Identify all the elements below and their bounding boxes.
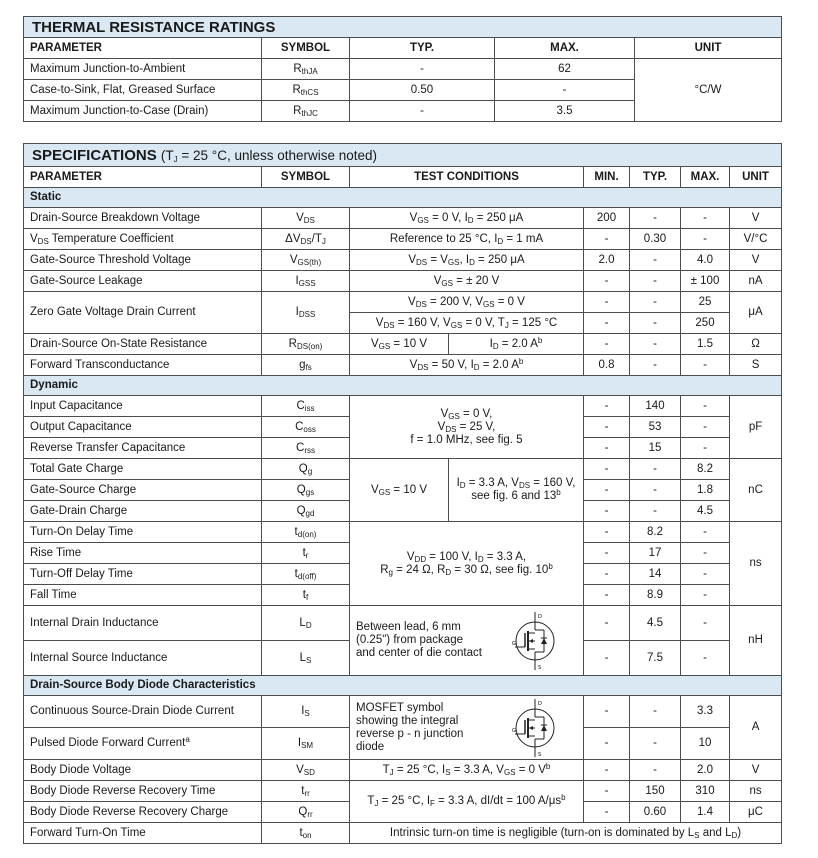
symbol-cell: $C_{oss}$ [262,417,350,438]
symbol-cell: $t_{d(on)}$ [262,522,350,543]
max-cell: - [681,396,730,417]
min-cell: - [584,696,630,728]
param-cell: Continuous Source-Drain Diode Current [24,696,262,728]
param-cell: Drain-Source Breakdown Voltage [24,208,262,229]
table-row [24,522,782,543]
unit-cell: °C/W [635,59,782,122]
conditions-cell: $V_{GS} = 10$ V [350,459,449,522]
symbol-cell: $I_S$ [262,696,350,728]
max-cell: - [681,438,730,459]
symbol-cell: $R_{thJA}$ [262,59,350,80]
typ-cell: - [630,313,681,334]
param-cell: Body Diode Reverse Recovery Time [24,781,262,802]
unit-cell: V [730,250,782,271]
typ-cell: 53 [630,417,681,438]
symbol-cell: $V_{SD}$ [262,760,350,781]
header-conditions: TEST CONDITIONS [350,167,584,188]
min-cell: - [584,728,630,760]
min-cell: - [584,292,630,313]
svg-text:G: G [512,640,516,647]
max-cell: 2.0 [681,760,730,781]
svg-text:S: S [538,664,542,671]
min-cell: - [584,438,630,459]
param-cell: Drain-Source On-State Resistance [24,334,262,355]
unit-cell: nH [730,606,782,676]
unit-cell: Ω [730,334,782,355]
typ-cell: 150 [630,781,681,802]
svg-text:G: G [512,727,516,734]
symbol-cell: $t_{d(off)}$ [262,564,350,585]
param-cell: Maximum Junction-to-Case (Drain) [24,101,262,122]
symbol-cell: $I_{DSS}$ [262,292,350,334]
unit-cell: A [730,696,782,760]
min-cell: - [584,543,630,564]
thermal-resistance-table [23,16,782,122]
header-unit: UNIT [635,38,782,59]
unit-cell: V [730,760,782,781]
min-cell: - [584,606,630,641]
unit-cell: ns [730,522,782,606]
max-cell: ± 100 [681,271,730,292]
max-cell: 3.5 [495,101,635,122]
table-row [24,59,782,80]
min-cell: - [584,334,630,355]
symbol-cell: $I_{GSS}$ [262,271,350,292]
param-cell: Internal Source Inductance [24,641,262,676]
symbol-cell: $R_{thCS}$ [262,80,350,101]
min-cell: - [584,313,630,334]
typ-cell: 140 [630,396,681,417]
min-cell: - [584,641,630,676]
unit-cell: nC [730,459,782,522]
param-cell: Pulsed Diode Forward Current$^a$ [24,728,262,760]
unit-cell: nA [730,271,782,292]
table-row [24,760,782,781]
typ-cell: - [630,696,681,728]
inductance-conditions-text: Between lead, 6 mm (0.25") from package and center of die contact [356,621,482,659]
max-cell: 1.5 [681,334,730,355]
symbol-cell: $V_{GS(th)}$ [262,250,350,271]
svg-text:D: D [538,700,542,707]
symbol-cell: $L_S$ [262,641,350,676]
param-cell: Reverse Transfer Capacitance [24,438,262,459]
param-cell: $V_{DS}$ Temperature Coefficient [24,229,262,250]
param-cell: Gate-Source Charge [24,480,262,501]
max-cell: - [681,543,730,564]
typ-cell: 15 [630,438,681,459]
param-cell: Rise Time [24,543,262,564]
max-cell: - [681,564,730,585]
unit-cell: μA [730,292,782,334]
header-symbol: SYMBOL [262,38,350,59]
param-cell: Gate-Source Leakage [24,271,262,292]
min-cell: - [584,417,630,438]
conditions-cell: $V_{DS} = 160$ V, $V_{GS} = 0$ V, $T_J = 125$ °C [350,313,584,334]
table-row [24,459,782,480]
min-cell: - [584,522,630,543]
mosfet-symbol-icon [511,610,557,672]
table-row [24,396,782,417]
diode-conditions-text: MOSFET symbol showing the integral reverse p - n junction diode [356,701,464,753]
max-cell: - [681,606,730,641]
min-cell: - [584,396,630,417]
typ-cell: - [630,355,681,376]
param-cell: Fall Time [24,585,262,606]
min-cell: 200 [584,208,630,229]
table-row [24,781,782,802]
conditions-cell: $T_J = 25$ °C, $I_F = 3.3$ A, dI/dt = 100 $A/\mu s^b$ [350,781,584,823]
symbol-cell: $t_r$ [262,543,350,564]
table-row [24,250,782,271]
table-row [24,606,782,641]
param-cell: Input Capacitance [24,396,262,417]
section-dynamic: Dynamic [24,376,782,396]
symbol-cell: $Q_{rr}$ [262,802,350,823]
max-cell: 62 [495,59,635,80]
param-cell: Gate-Source Threshold Voltage [24,250,262,271]
section-static: Static [24,188,782,208]
max-cell: 10 [681,728,730,760]
header-typ: TYP. [630,167,681,188]
min-cell: - [584,229,630,250]
unit-cell: pF [730,396,782,459]
min-cell: 0.8 [584,355,630,376]
typ-cell: - [630,334,681,355]
typ-cell: 14 [630,564,681,585]
symbol-cell: $Q_{gs}$ [262,480,350,501]
param-cell: Turn-Off Delay Time [24,564,262,585]
unit-cell: V [730,208,782,229]
param-cell: Zero Gate Voltage Drain Current [24,292,262,334]
symbol-cell: $Q_{gd}$ [262,501,350,522]
typ-cell: - [630,480,681,501]
specs-table-title: SPECIFICATIONS ($T_J = 25$ °C, unless otherwise noted) [24,144,782,167]
param-cell: Turn-On Delay Time [24,522,262,543]
unit-cell: S [730,355,782,376]
header-typ: TYP. [350,38,495,59]
max-cell: - [681,229,730,250]
header-unit: UNIT [730,167,782,188]
conditions-cell: $V_{GS} = 0$ V, $V_{DS} = 25$ V, f = 1.0 MHz, see fig. 5 [350,396,584,459]
conditions-cell: $V_{GS} = 10$ V [350,334,449,355]
min-cell: - [584,459,630,480]
conditions-cell: Reference to 25 °C, $I_D = 1$ mA [350,229,584,250]
header-max: MAX. [495,38,635,59]
conditions-cell: $V_{DS} = 50$ V, $I_D = 2.0$ $A^b$ [350,355,584,376]
max-cell: - [681,585,730,606]
svg-text:D: D [538,613,542,620]
symbol-cell: $t_{on}$ [262,823,350,844]
table-row [24,229,782,250]
param-cell: Maximum Junction-to-Ambient [24,59,262,80]
header-max: MAX. [681,167,730,188]
min-cell: - [584,585,630,606]
symbol-cell: $\Delta V_{DS}/T_J$ [262,229,350,250]
param-cell: Gate-Drain Charge [24,501,262,522]
header-symbol: SYMBOL [262,167,350,188]
unit-cell: μC [730,802,782,823]
symbol-cell: $g_{fs}$ [262,355,350,376]
param-cell: Case-to-Sink, Flat, Greased Surface [24,80,262,101]
min-cell: - [584,501,630,522]
max-cell: 1.4 [681,802,730,823]
min-cell: - [584,271,630,292]
max-cell: - [681,208,730,229]
min-cell: - [584,802,630,823]
conditions-cell: $V_{DD} = 100$ V, $I_D = 3.3$ A, $R_g = 24$ Ω, $R_D = 30$ Ω, see fig. 10$^b$ [350,522,584,606]
table-row [24,334,782,355]
max-cell: - [681,522,730,543]
max-cell: 4.5 [681,501,730,522]
symbol-cell: $V_{DS}$ [262,208,350,229]
typ-cell: 7.5 [630,641,681,676]
specifications-table [23,143,782,844]
max-cell: - [681,355,730,376]
svg-text:S: S [538,751,542,758]
typ-cell: - [630,459,681,480]
max-cell: 310 [681,781,730,802]
symbol-cell: $I_{SM}$ [262,728,350,760]
min-cell: - [584,781,630,802]
typ-cell: 17 [630,543,681,564]
param-cell: Forward Turn-On Time [24,823,262,844]
conditions-cell: $I_D = 2.0$ $A^b$ [449,334,584,355]
header-min: MIN. [584,167,630,188]
typ-cell: - [350,59,495,80]
symbol-cell: $C_{iss}$ [262,396,350,417]
param-cell: Total Gate Charge [24,459,262,480]
conditions-cell: $I_D = 3.3$ A, $V_{DS} = 160$ V, see fig. 6 and 13$^b$ [449,459,584,522]
symbol-cell: $t_{rr}$ [262,781,350,802]
table-row [24,292,782,313]
conditions-cell [350,606,584,676]
typ-cell: - [630,728,681,760]
header-parameter: PARAMETER [24,38,262,59]
symbol-cell: $R_{thJC}$ [262,101,350,122]
typ-cell: 0.50 [350,80,495,101]
typ-cell: - [630,250,681,271]
symbol-cell: $t_f$ [262,585,350,606]
min-cell: 2.0 [584,250,630,271]
max-cell: 250 [681,313,730,334]
thermal-table-title: THERMAL RESISTANCE RATINGS [24,17,782,38]
section-body-diode: Drain-Source Body Diode Characteristics [24,676,782,696]
unit-cell: V/°C [730,229,782,250]
table-row [24,696,782,728]
table-row [24,823,782,844]
conditions-cell: $V_{DS} = 200$ V, $V_{GS} = 0$ V [350,292,584,313]
max-cell: 1.8 [681,480,730,501]
max-cell: - [681,417,730,438]
max-cell: 3.3 [681,696,730,728]
max-cell: 8.2 [681,459,730,480]
typ-cell: - [630,292,681,313]
typ-cell: - [630,208,681,229]
conditions-cell [350,696,584,760]
conditions-cell: $V_{GS}$ = ± 20 V [350,271,584,292]
symbol-cell: $L_D$ [262,606,350,641]
typ-cell: - [630,501,681,522]
min-cell: - [584,480,630,501]
header-parameter: PARAMETER [24,167,262,188]
conditions-cell: Intrinsic turn-on time is negligible (turn-on is dominated by $L_S$ and $L_D$) [350,823,782,844]
mosfet-symbol-icon [511,697,557,759]
max-cell: - [495,80,635,101]
typ-cell: - [350,101,495,122]
symbol-cell: $Q_g$ [262,459,350,480]
param-cell: Body Diode Voltage [24,760,262,781]
table-row [24,271,782,292]
conditions-cell: $T_J = 25$ °C, $I_S = 3.3$ A, $V_{GS} = 0$ $V^b$ [350,760,584,781]
param-cell: Forward Transconductance [24,355,262,376]
symbol-cell: $C_{rss}$ [262,438,350,459]
typ-cell: 8.2 [630,522,681,543]
symbol-cell: $R_{DS(on)}$ [262,334,350,355]
max-cell: 4.0 [681,250,730,271]
param-cell: Body Diode Reverse Recovery Charge [24,802,262,823]
typ-cell: - [630,760,681,781]
table-row [24,355,782,376]
conditions-cell: $V_{DS} = V_{GS}$, $I_D = 250$ μA [350,250,584,271]
param-cell: Output Capacitance [24,417,262,438]
param-cell: Internal Drain Inductance [24,606,262,641]
max-cell: 25 [681,292,730,313]
typ-cell: 0.60 [630,802,681,823]
table-row [24,208,782,229]
typ-cell: 4.5 [630,606,681,641]
typ-cell: 0.30 [630,229,681,250]
unit-cell: ns [730,781,782,802]
min-cell: - [584,760,630,781]
conditions-cell: $V_{GS} = 0$ V, $I_D = 250$ μA [350,208,584,229]
max-cell: - [681,641,730,676]
typ-cell: - [630,271,681,292]
min-cell: - [584,564,630,585]
typ-cell: 8.9 [630,585,681,606]
